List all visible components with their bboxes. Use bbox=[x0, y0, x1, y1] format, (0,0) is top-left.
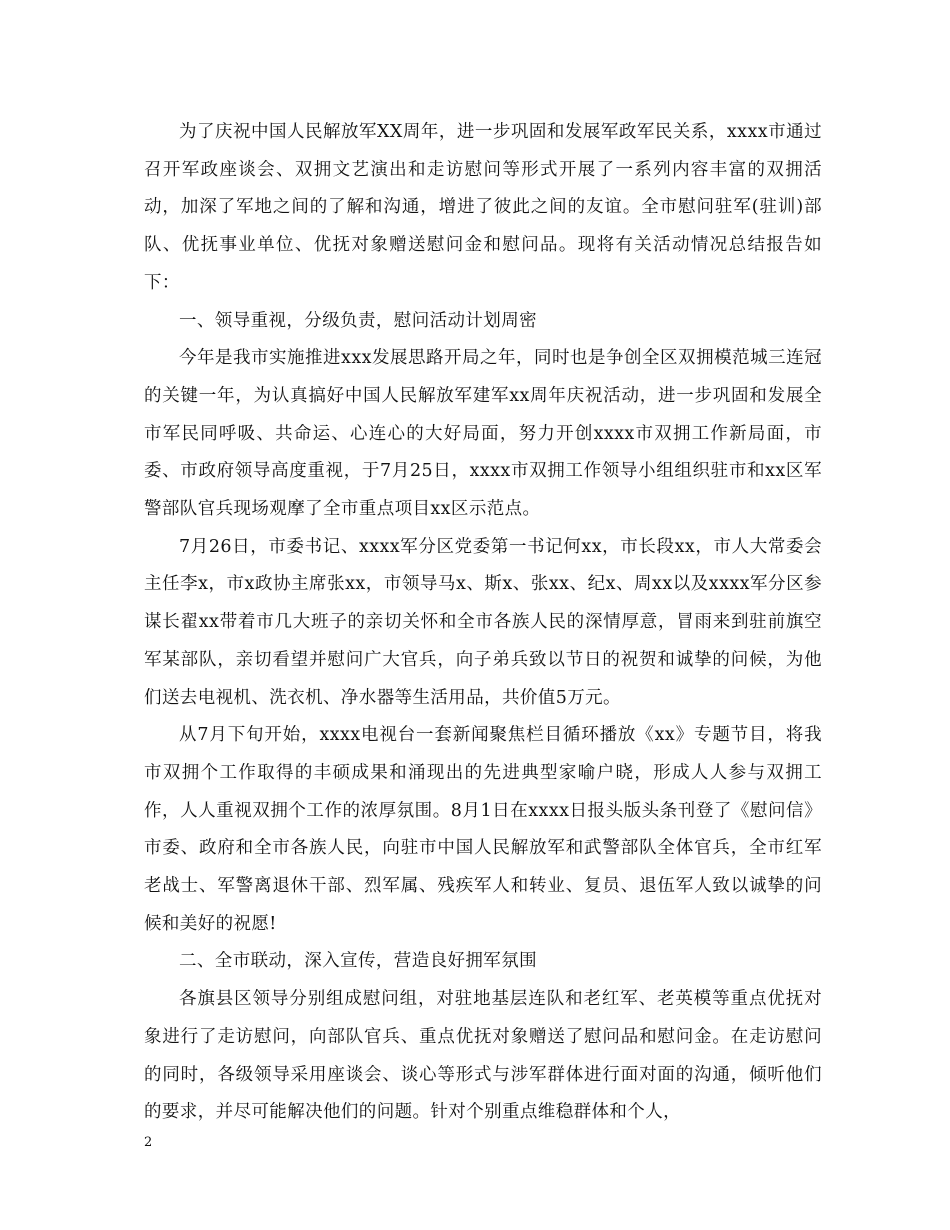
document-body bbox=[144, 114, 822, 1132]
paragraph-intro: 为了庆祝中国人民解放军XX周年，进一步巩固和发展军政军民关系，xxxx市通过召开军政座谈会、双拥文艺演出和走访慰问等形式开展了一系列内容丰富的双拥活动，加深了军地之间的了解和沟通，增进了彼此之间的友谊。全市慰问驻军(驻训)部队、优抚事业单位、优抚对象赠送慰问金和慰问品。现将有关活动情况总结报告如下： bbox=[144, 122, 822, 293]
page-number: 2 bbox=[144, 1135, 153, 1150]
paragraph-july-26-visit: 7月26日，市委书记、xxxx军分区党委第一书记何xx，市长段xx，市人大常委会主任李x，市x政协主席张xx，市领导马x、斯x、张xx、纪x、周xx以及xxxx军分区参谋长翟xx带着市几大班子的亲切关怀和全市各族人民的深情厚意，冒雨来到驻前旗空军某部队，亲切看望并慰问广大官兵，向子弟兵致以节日的祝贺和诚挚的问候，为他们送去电视机、洗衣机、净水器等生活用品，共价值5万元。 bbox=[144, 536, 822, 708]
section-heading-2: 二、全市联动，深入宣传，营造良好拥军氛围 bbox=[179, 951, 537, 972]
paragraph-leadership: 今年是我市实施推进xxx发展思路开局之年，同时也是争创全区双拥模范城三连冠的关键一年，为认真搞好中国人民解放军建军xx周年庆祝活动，进一步巩固和发展全市军民同呼吸、共命运、心连心的大好局面，努力开创xxxx市双拥工作新局面，市委、市政府领导高度重视，于7月25日，xxxx市双拥工作领导小组组织驻市和xx区军警部队官兵现场观摩了全市重点项目xx区示范点。 bbox=[144, 348, 822, 520]
section-heading-1: 一、领导重视，分级负责，慰问活动计划周密 bbox=[179, 310, 537, 331]
paragraph-media-publicity: 从7月下旬开始，xxxx电视台一套新闻聚焦栏目循环播放《xx》专题节目，将我市双拥个工作取得的丰硕成果和涌现出的先进典型家喻户晓，形成人人参与双拥工作，人人重视双拥个工作的浓厚氛围。8月1日在xxxx日报头版头条刊登了《慰问信》市委、政府和全市各族人民，向驻市中国人民解放军和武警部队全体官兵，全市红军老战士、军警离退休干部、烈军属、残疾军人和转业、复员、退伍军人致以诚挚的问候和美好的祝愿! bbox=[144, 725, 822, 934]
paragraph-county-visits: 各旗县区领导分别组成慰问组，对驻地基层连队和老红军、老英模等重点优抚对象进行了走访慰问，向部队官兵、重点优抚对象赠送了慰问品和慰问金。在走访慰问的同时，各级领导采用座谈会、谈心等形式与涉军群体进行面对面的沟通，倾听他们的要求，并尽可能解决他们的问题。针对个别重点维稳群体和个人， bbox=[144, 989, 822, 1123]
